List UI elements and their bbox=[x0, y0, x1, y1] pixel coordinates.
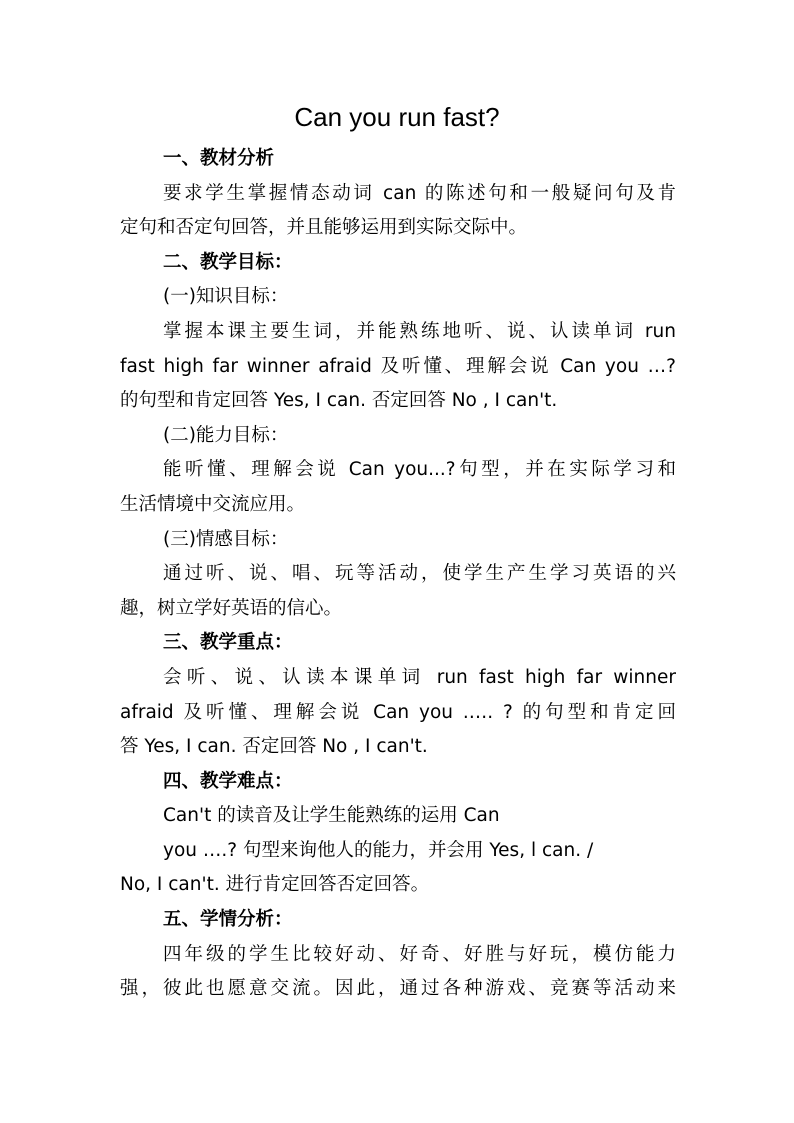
section-heading-difficulties: 四、教学难点： bbox=[163, 770, 293, 792]
paragraph-line: 能听懂、理解会说 Can you...?句型，并在实际学习和 bbox=[163, 459, 676, 481]
subheading-knowledge-goals: (一)知识目标： bbox=[163, 286, 289, 308]
paragraph-line: 答 Yes, I can. 否定回答 No , I can't. bbox=[120, 736, 428, 758]
subheading-emotion-goals: (三)情感目标： bbox=[163, 528, 289, 550]
document-title: Can you run fast? bbox=[294, 102, 500, 132]
paragraph-line: 通过听、说、唱、玩等活动，使学生产生学习英语的兴 bbox=[163, 563, 676, 585]
paragraph-line: 要求学生掌握情态动词 can 的陈述句和一般疑问句及肯 bbox=[163, 182, 676, 204]
paragraph-line: 生活情境中交流应用。 bbox=[120, 493, 306, 515]
paragraph-line: 四年级的学生比较好动、好奇、好胜与好玩，模仿能力 bbox=[163, 943, 676, 965]
paragraph-line: 的句型和肯定回答 Yes, I can. 否定回答 No , I can't. bbox=[120, 390, 558, 412]
paragraph-line: fast high far winner afraid 及听懂、理解会说 Can you …? bbox=[120, 355, 676, 377]
paragraph-line: afraid 及听懂、理解会说 Can you .…. ? 的句型和肯定回 bbox=[120, 701, 676, 723]
paragraph-line: No, I can't. 进行肯定回答否定回答。 bbox=[120, 874, 430, 896]
section-heading-key-points: 三、教学重点： bbox=[163, 632, 293, 654]
paragraph-line: you ….? 句型来询他人的能力，并会用 Yes, l can. / bbox=[163, 839, 594, 861]
section-heading-student-analysis: 五、学情分析： bbox=[163, 909, 293, 931]
paragraph-line: 趣，树立学好英语的信心。 bbox=[120, 597, 343, 619]
section-heading-teaching-goals: 二、教学目标： bbox=[163, 251, 293, 273]
subheading-ability-goals: (二)能力目标： bbox=[163, 424, 289, 446]
paragraph-line: 掌握本课主要生词，并能熟练地听、说、认读单词 run bbox=[163, 320, 676, 342]
paragraph-line: 会听、说、认读本课单词 run fast high far winner bbox=[163, 666, 676, 688]
section-heading-textbook-analysis: 一、教材分析 bbox=[163, 148, 275, 169]
paragraph-line: 定句和否定句回答，并且能够运用到实际交际中。 bbox=[120, 217, 528, 239]
document-body bbox=[120, 142, 676, 1007]
paragraph-line: 强，彼此也愿意交流。因此，通过各种游戏、竞赛等活动来 bbox=[120, 978, 676, 1000]
paragraph-line: Can't 的读音及让学生能熟练的运用 Can bbox=[163, 805, 500, 827]
